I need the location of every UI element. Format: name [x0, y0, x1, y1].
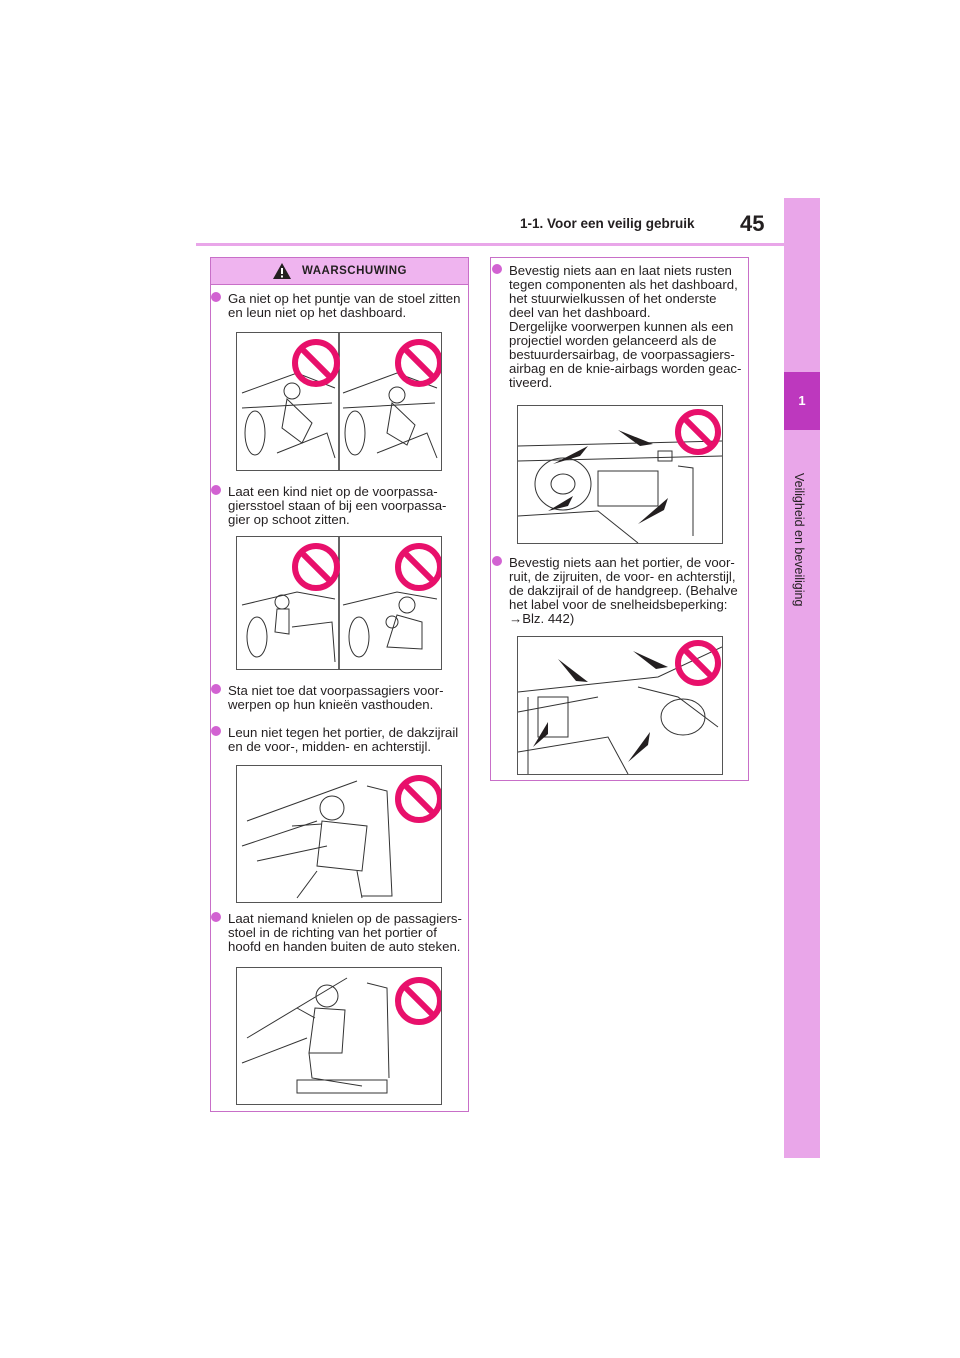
bullet-icon — [211, 485, 221, 495]
illustration-leaning-against-door — [236, 765, 442, 903]
warning-item: Ga niet op het puntje van de stoel zitten en leun niet op het dashboard. — [228, 292, 460, 320]
illustration-sitting-edge-leaning-dashboard — [236, 332, 442, 471]
illustration-child-standing-front-seat — [236, 536, 442, 670]
page-number: 45 — [740, 211, 765, 236]
bullet-icon — [211, 912, 221, 922]
warning-item: Leun niet tegen het portier, de dakzijrail en de voor-, midden- en achterstijl. — [228, 726, 458, 754]
warning-item: Laat een kind niet op de voorpassa- giersstoel staan of bij een voorpassa- gier op schoot zitten. — [228, 485, 446, 527]
bullet-icon — [211, 726, 221, 736]
section-title: 1-1. Voor een veilig gebruik — [520, 216, 695, 231]
chapter-title: Veiligheid en beveiliging — [792, 473, 806, 607]
warning-item: Bevestig niets aan en laat niets rusten tegen componenten als het dashboard, het stuurwielkussen of het onderste deel van het dashboard. Dergelijke voorwerpen kunnen als een projectiel worden gelanceerd als de bestuurdersairbag, de voorpassagiers- airbag en de knie-airbags worden geac- tiveerd. — [509, 264, 741, 390]
illustration-kneeling-on-seat — [236, 967, 442, 1105]
warning-item: Laat niemand knielen op de passagiers- stoel in de richting van het portier of hoofd en handen buiten de auto steken. — [228, 912, 462, 954]
warning-header — [211, 258, 468, 285]
chapter-number: 1 — [784, 372, 820, 430]
bullet-icon — [211, 292, 221, 302]
bullet-icon — [492, 264, 502, 274]
header-rule — [196, 243, 784, 246]
bullet-icon — [492, 556, 502, 566]
bullet-icon — [211, 684, 221, 694]
illustration-objects-on-dashboard — [517, 405, 723, 544]
warning-item: Bevestig niets aan het portier, de voor- ruit, de zijruiten, de voor- en achterstijl, de dakzijrail of de handgreep. (Behalve het label voor de snelheidsbeperking: →Blz. 442) — [509, 556, 738, 626]
warning-item: Sta niet toe dat voorpassagiers voor- werpen op hun knieën vasthouden. — [228, 684, 444, 712]
illustration-objects-on-door-and-pillars — [517, 636, 723, 775]
chapter-side-tab — [784, 198, 820, 1158]
warning-triangle-icon — [272, 262, 292, 280]
warning-title: WAARSCHUWING — [301, 265, 408, 277]
